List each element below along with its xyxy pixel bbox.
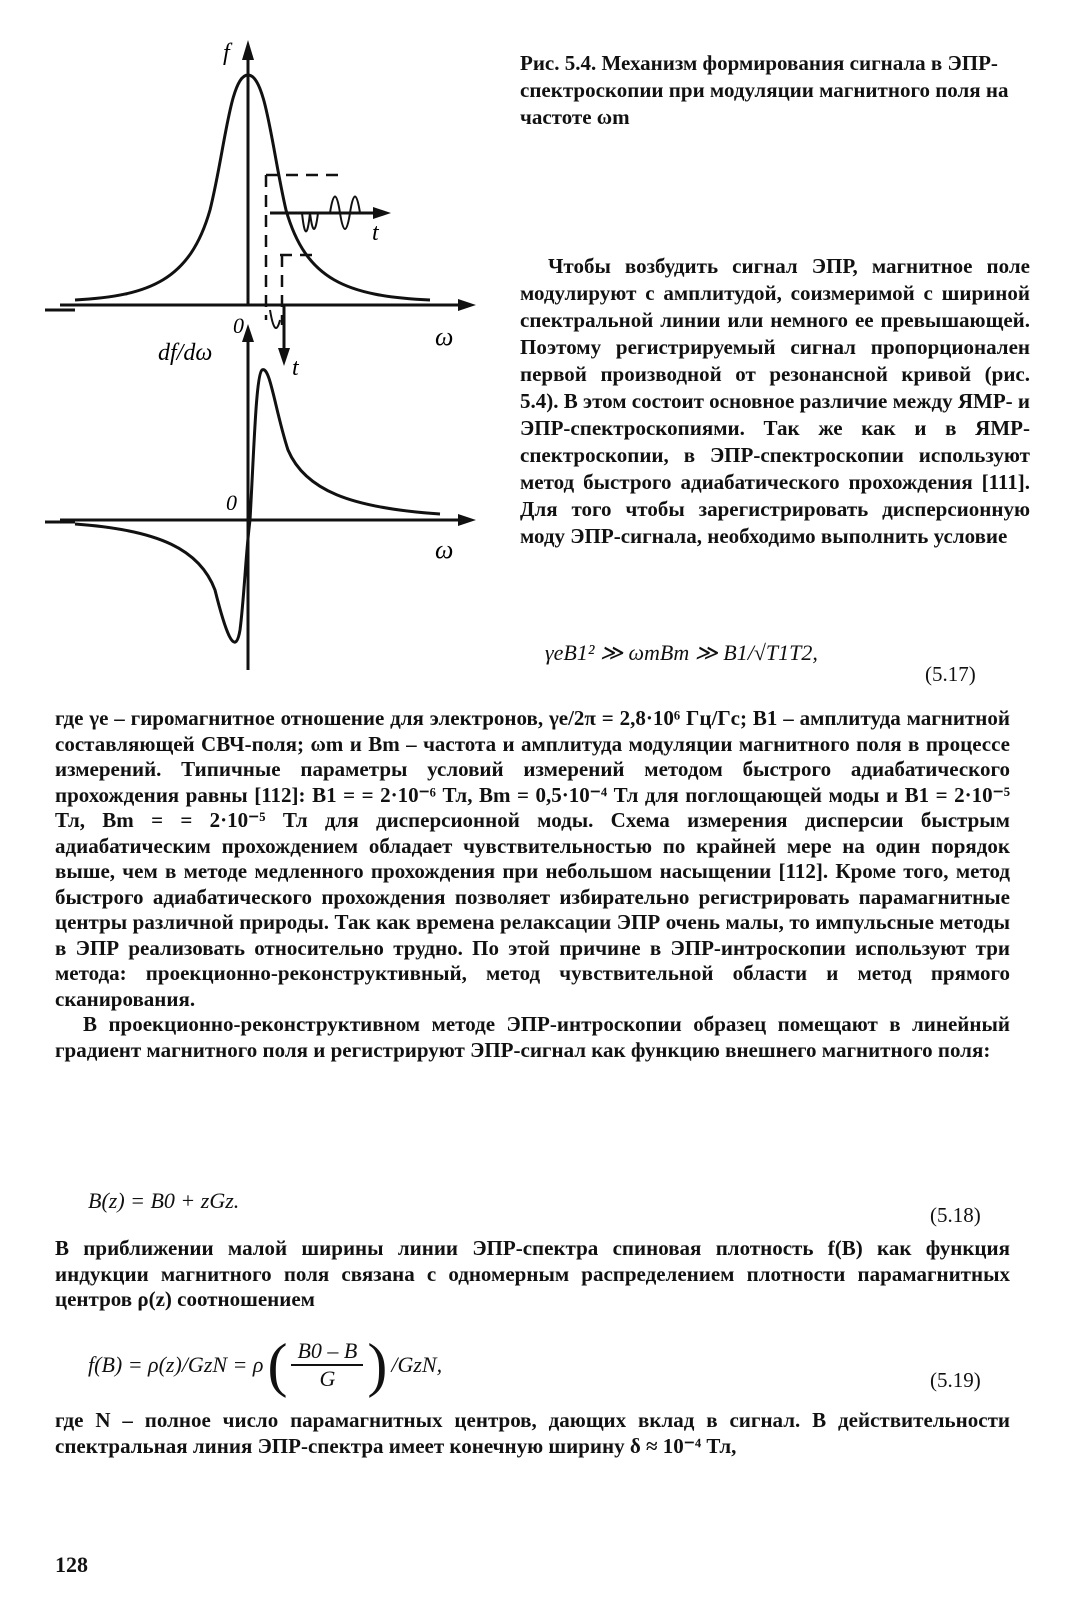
- figure-caption: [520, 50, 1020, 131]
- paragraph-3: В приближении малой ширины линии ЭПР-спектра спиновая плотность f(B) как функция индукции магнитного поля связана с одномерным распределением плотности парамагнитных центров ρ(z) соотношением: [55, 1236, 1010, 1311]
- equation-5-18-formula: B(z) = B0 + zGz.: [88, 1188, 240, 1213]
- equation-5-19-number: (5.19): [930, 1368, 981, 1392]
- derivative-curve: [75, 370, 440, 643]
- paragraph-4: где N – полное число парамагнитных центров, дающих вклад в сигнал. В действительности спектральная линия ЭПР-спектра имеет конечную ширину δ ≈ 10⁻⁴ Тл,: [55, 1408, 1010, 1458]
- omega-arrow-bottom: [458, 514, 476, 526]
- response-wave: [292, 213, 318, 232]
- paragraph-intro: Чтобы возбудить сигнал ЭПР, магнитное поле модулируют с амплитудой, соизмеримой с шириной спектральной линии или немного ее превышающей. Поэтому регистрируемый сигнал пропорционален первой производной от резонансной кривой (рис. 5.4). В этом состоит основное различие между ЯМР- и ЭПР-спектроскопиями. Так же как и в ЯМР-спектроскопии, в ЭПР-спектроскопии используют метод быстрого адиабатического прохождения [111]. Для того чтобы зарегистрировать дисперсионную моду ЭПР-сигнала, необходимо выполнить условие: [520, 254, 1030, 548]
- omega-label-bottom: ω: [435, 535, 454, 564]
- equation-5-17-number: (5.17): [925, 662, 976, 686]
- paragraph-1: где γe – гиромагнитное отношение для электронов, γe/2π = 2,8·10⁶ Гц/Гс; B1 – амплитуда магнитной составляющей СВЧ-поля; ωm и Bm – частота и амплитуда модуляции магнитного поля в процессе измерений. Типичные параметры условий измерений методом быстрого адиабатического прохождения равны [112]: B1 = = 2·10⁻⁶ Тл, Bm = 0,5·10⁻⁴ Тл для поглощающей моды и B1 = 2·10⁻⁵ Тл, Bm = = 2·10⁻⁵ Тл для дисперсионной моды. Схема измерения дисперсии быстрым адиабатическим прохождением обладает чувствительностью по крайней мере на один порядок выше, чем в методе медленного прохождения при небольшом насыщении [112]. Кроме того, метод быстрого адиабатического прохождения позволяет избирательно регистрировать парамагнитные центры различной природы. Так как времена релаксации ЭПР очень малы, то импульсные методы в ЭПР реализовать относительно трудно. По этой причине в ЭПР-интроскопии используют три метода: проекционно-реконструктивный, метод чувствительной области и метод прямого сканирования.: [55, 706, 1010, 1011]
- equation-5-19: f(B) = ρ(z)/GzN = ρ ( $\frac{B0 - B}{G}$ ) /GzN,: [88, 1332, 443, 1398]
- t-label-top: t: [372, 220, 379, 246]
- f-axis-label: f: [223, 40, 230, 66]
- fraction-numerator: B0 – B: [291, 1338, 363, 1366]
- absorption-curve: [75, 75, 430, 300]
- paragraph-2: В проекционно-реконструктивном методе ЭПР-интроскопии образец помещают в линейный градиент магнитного поля и регистрируют ЭПР-сигнал как функцию внешнего магнитного поля:: [55, 1012, 1010, 1062]
- df-axis-label: df/dω: [158, 340, 213, 366]
- zero-label-bottom: 0: [226, 490, 237, 515]
- omega-label-top: ω: [435, 322, 454, 351]
- equation-5-18: [88, 1188, 239, 1214]
- body-text-2: [55, 1236, 1010, 1313]
- body-text-3: [55, 1408, 1010, 1459]
- figure-5-4: [30, 30, 500, 680]
- t-label-mid: t: [292, 355, 299, 381]
- equation-5-18-number: (5.18): [930, 1203, 981, 1227]
- equation-5-19-left: f(B) = ρ(z)/GzN = ρ: [88, 1352, 264, 1377]
- caption-text: Рис. 5.4. Механизм формирования сигнала в ЭПР-спектроскопии при модуляции магнитного поля на частоте ωm: [520, 51, 1009, 129]
- f-axis-arrow: [242, 40, 254, 60]
- equation-5-17-formula: γeB1² ≫ ωmBm ≫ B1/√T1T2,: [545, 640, 818, 665]
- fraction-denominator: G: [319, 1366, 336, 1391]
- omega-arrow-top: [458, 299, 476, 311]
- zero-label-top: 0: [233, 313, 244, 338]
- right-column-text: [520, 253, 1030, 550]
- body-text-1: [55, 706, 1010, 1063]
- equation-5-19-right: /GzN,: [391, 1352, 443, 1377]
- page-number: 128: [55, 1552, 88, 1577]
- equation-5-17: [545, 640, 818, 666]
- equation-5-19-fraction: [291, 1338, 363, 1392]
